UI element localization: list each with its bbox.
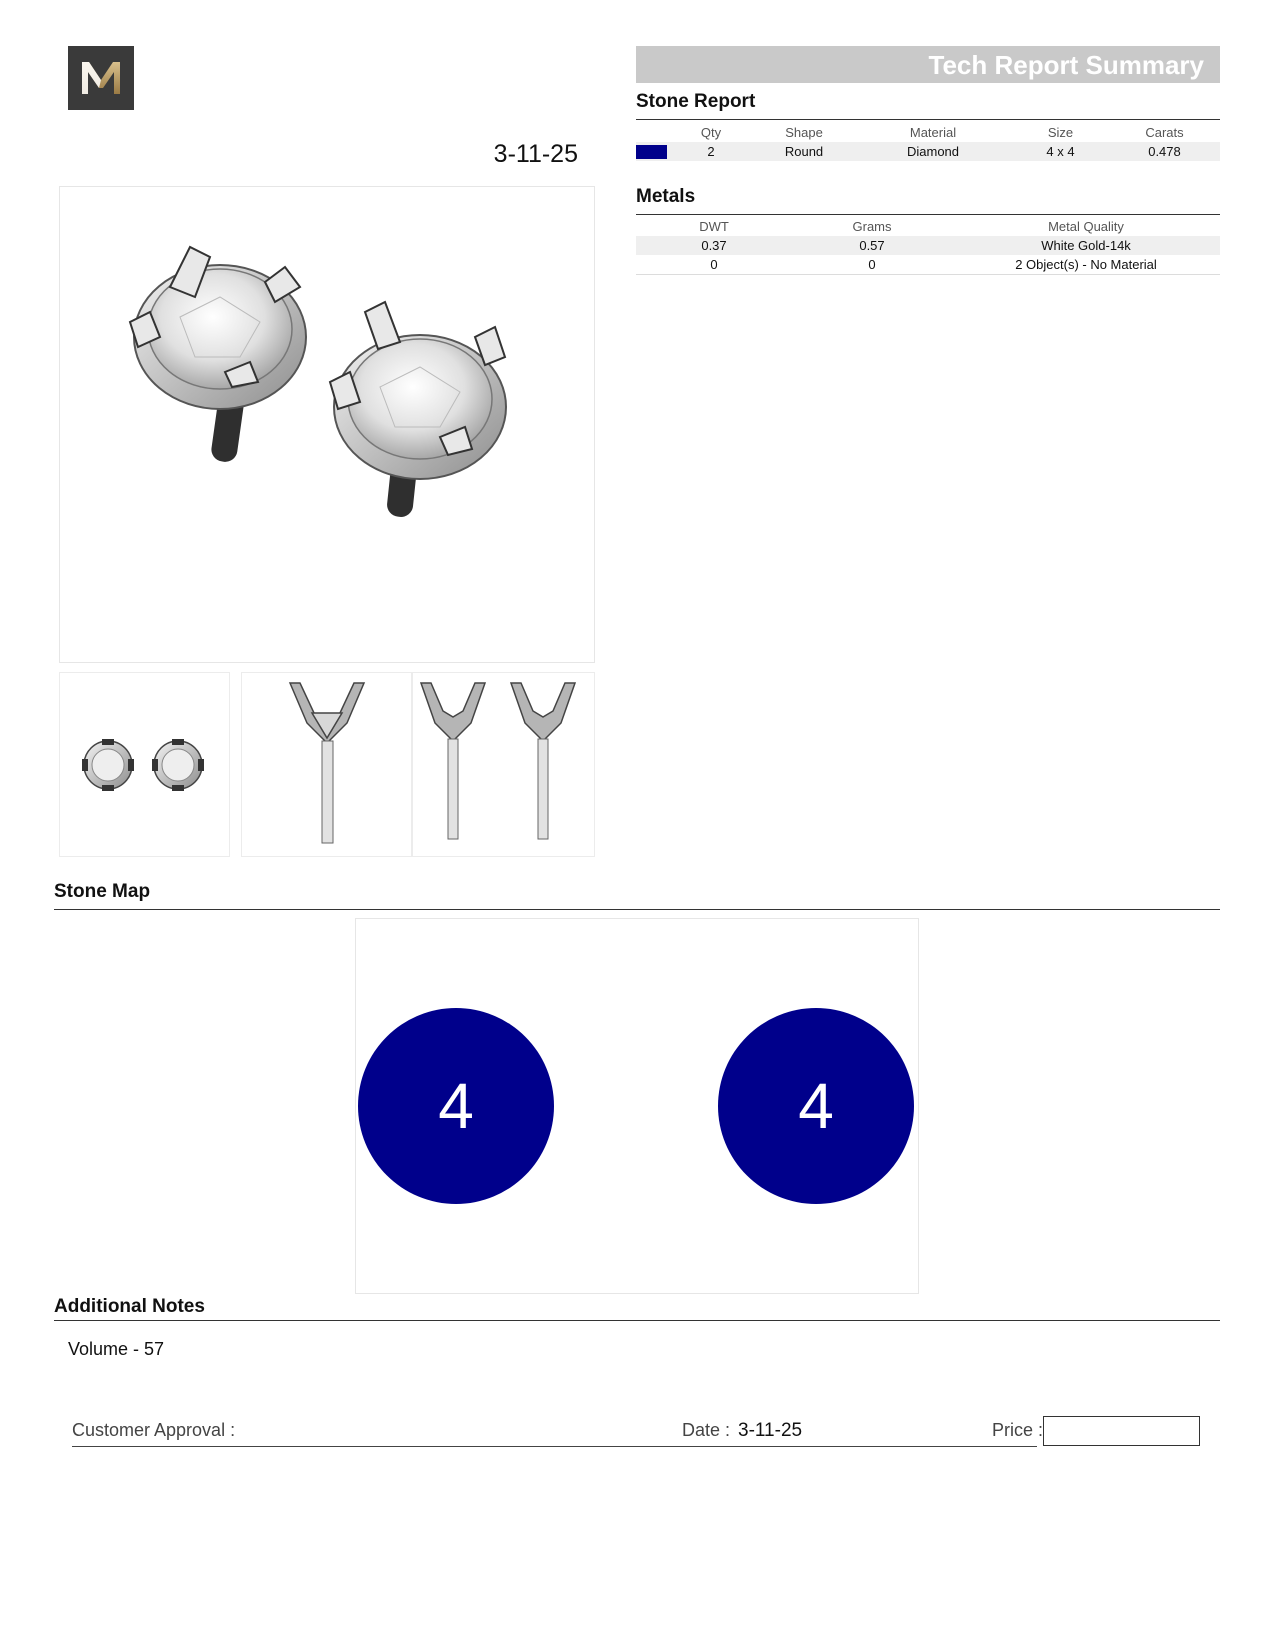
qty-column-header: Qty	[700, 124, 722, 140]
thumbnail-front-view[interactable]	[412, 672, 595, 857]
company-logo	[68, 46, 134, 110]
table-row	[636, 142, 1220, 161]
logo-m-icon	[68, 46, 134, 110]
metal-quality: White Gold-14k	[952, 236, 1220, 255]
stone-report-divider	[636, 119, 1220, 120]
front-view-icon	[413, 673, 594, 856]
notes-divider	[54, 1320, 1220, 1321]
stone-map-stone: 4	[718, 1008, 914, 1204]
metal-grams: 0	[792, 255, 952, 275]
table-row	[636, 255, 1220, 275]
stone-qty: 2	[668, 142, 754, 161]
stone-report-heading: Stone Report	[636, 91, 756, 112]
stone-report-table	[636, 122, 1220, 161]
side-view-icon	[242, 673, 411, 856]
report-title: Tech Report Summary	[928, 50, 1204, 80]
size-column-header: Size	[1047, 124, 1074, 140]
metals-header-row	[636, 216, 1220, 236]
document-date: 3-11-25	[493, 140, 578, 168]
price-label: Price :	[992, 1420, 1044, 1440]
color-column-header	[636, 122, 668, 142]
date-value: 3-11-25	[738, 1420, 803, 1441]
stone-material: Diamond	[854, 142, 1012, 161]
additional-notes-heading: Additional Notes	[54, 1296, 205, 1317]
stone-shape: Round	[754, 142, 854, 161]
customer-signature-line[interactable]	[72, 1446, 1037, 1447]
grams-column-header: Grams	[852, 218, 892, 234]
metal-grams: 0.57	[792, 236, 952, 255]
thumbnail-top-view[interactable]	[59, 672, 230, 857]
price-field[interactable]	[1043, 1416, 1200, 1446]
stone-map-divider	[54, 909, 1220, 910]
main-render-view	[59, 186, 595, 663]
stone-carats: 0.478	[1109, 142, 1220, 161]
stone-map-heading: Stone Map	[54, 881, 151, 902]
stone-size: 4 x 4	[1012, 142, 1109, 161]
metal-dwt: 0.37	[636, 236, 792, 255]
stud-earrings-render-icon	[60, 187, 594, 662]
top-view-icon	[60, 673, 229, 856]
shape-column-header: Shape	[785, 124, 823, 140]
metals-table	[636, 216, 1220, 275]
metals-divider	[636, 214, 1220, 215]
report-title-bar	[636, 46, 1220, 83]
carats-column-header: Carats	[1145, 124, 1184, 140]
metals-heading: Metals	[636, 186, 696, 207]
customer-approval-label: Customer Approval :	[72, 1420, 236, 1440]
metal-quality: 2 Object(s) - No Material	[952, 255, 1220, 275]
quality-column-header: Metal Quality	[1048, 218, 1124, 234]
table-row	[636, 236, 1220, 255]
stone-color-swatch	[636, 142, 668, 161]
stone-report-header-row	[636, 122, 1220, 142]
notes-text: Volume - 57	[68, 1339, 165, 1359]
date-label: Date :	[682, 1420, 731, 1440]
dwt-column-header: DWT	[699, 218, 729, 234]
material-column-header: Material	[909, 124, 957, 140]
thumbnail-side-view[interactable]	[241, 672, 412, 857]
metal-dwt: 0	[636, 255, 792, 275]
stone-map-stone: 4	[358, 1008, 554, 1204]
